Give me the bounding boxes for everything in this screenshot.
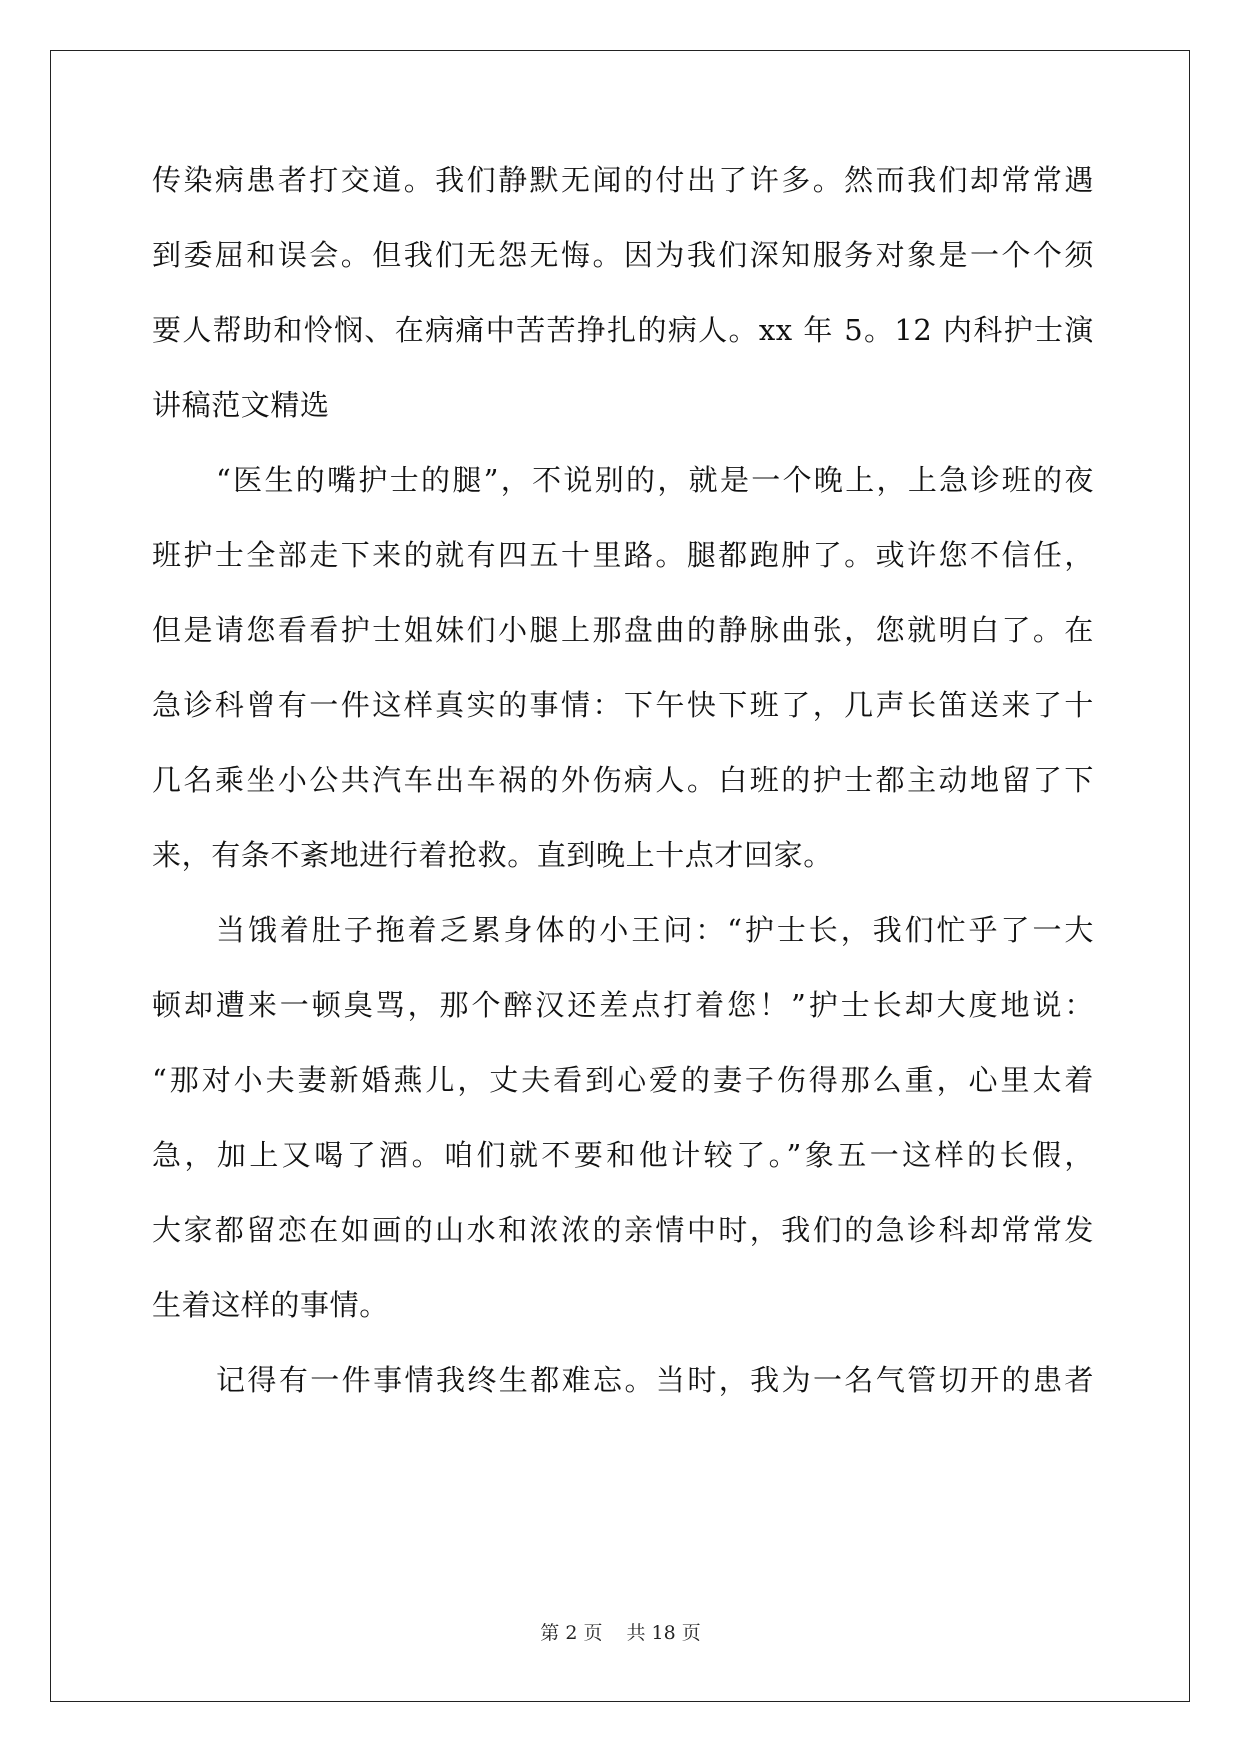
page-total: 共 18 页 (626, 1622, 701, 1644)
text-line: 生着这样的事情。 (152, 1288, 389, 1322)
text-line: 顿却遭来一顿臭骂，那个醉汉还差点打着您！”护士长却大度地说： (152, 988, 1094, 1022)
paragraph-first-line: “医生的嘴护士的腿”，不说别的，就是一个晚上，上急诊班的夜 (216, 463, 1094, 497)
page-border (50, 50, 1190, 1702)
text-line: 传染病患者打交道。我们静默无闻的付出了许多。然而我们却常常遇 (152, 163, 1094, 197)
page-number: 第 2 页 (540, 1622, 603, 1644)
text-line: 来，有条不紊地进行着抢救。直到晚上十点才回家。 (152, 838, 833, 872)
paragraph-first-line: 当饿着肚子拖着乏累身体的小王问：“护士长，我们忙乎了一大 (216, 913, 1094, 947)
text-line: 急，加上又喝了酒。咱们就不要和他计较了。”象五一这样的长假， (152, 1138, 1094, 1172)
text-line: 到委屈和误会。但我们无怨无悔。因为我们深知服务对象是一个个须 (152, 238, 1094, 272)
text-line: 但是请您看看护士姐妹们小腿上那盘曲的静脉曲张，您就明白了。在 (152, 613, 1094, 647)
text-line: 讲稿范文精选 (152, 388, 330, 422)
text-line: 几名乘坐小公共汽车出车祸的外伤病人。白班的护士都主动地留了下 (152, 763, 1094, 797)
text-line: “那对小夫妻新婚燕儿，丈夫看到心爱的妻子伤得那么重，心里太着 (152, 1063, 1094, 1097)
text-line: 班护士全部走下来的就有四五十里路。腿都跑肿了。或许您不信任， (152, 538, 1094, 572)
text-line: 大家都留恋在如画的山水和浓浓的亲情中时，我们的急诊科却常常发 (152, 1213, 1094, 1247)
paragraph-first-line: 记得有一件事情我终生都难忘。当时，我为一名气管切开的患者 (216, 1363, 1094, 1397)
page-footer (0, 1621, 1241, 1645)
text-line: 急诊科曾有一件这样真实的事情：下午快下班了，几声长笛送来了十 (152, 688, 1094, 722)
text-line: 要人帮助和怜悯、在病痛中苦苦挣扎的病人。xx 年 5。12 内科护士演 (152, 313, 1094, 347)
